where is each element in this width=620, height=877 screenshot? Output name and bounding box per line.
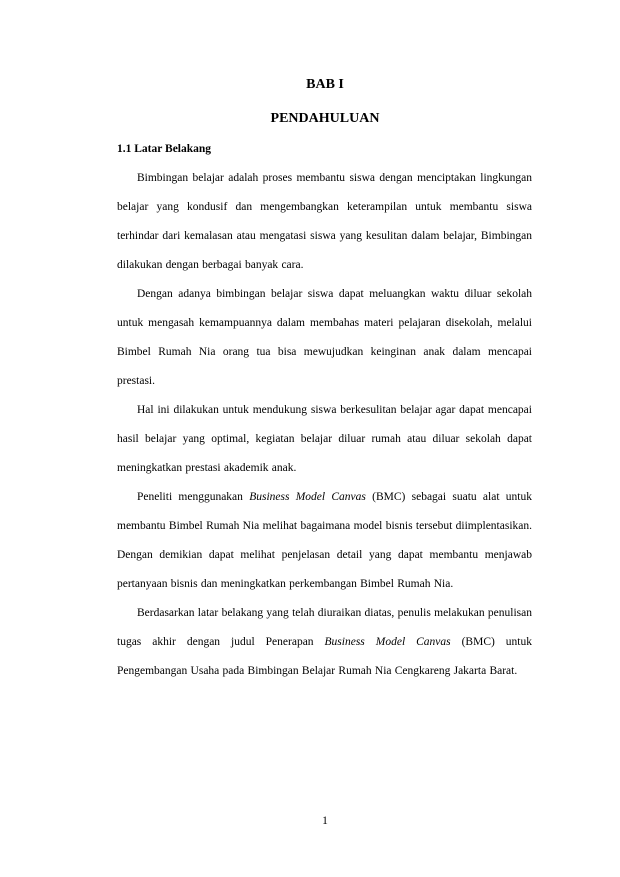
paragraph-4-italic-term: Business Model Canvas: [249, 491, 366, 503]
paragraph-5-text-after: (BMC) untuk Pengembangan Usaha pada Bimbingan Belajar Rumah Nia Cengkareng Jakarta Barat.: [117, 636, 532, 677]
paragraph-2: Dengan adanya bimbingan belajar siswa dapat meluangkan waktu diluar sekolah untuk mengasah kemampuannya dalam membahas materi pelajaran disekolah, melalui Bimbel Rumah Nia orang tua bisa mewujudkan keinginan anak dalam mencapai prestasi.: [117, 288, 532, 387]
paragraph-4-text-before: Peneliti menggunakan: [137, 491, 250, 503]
section-heading: 1.1 Latar Belakang: [117, 143, 212, 155]
paragraph-4-text-after: (BMC) sebagai suatu alat untuk membantu Bimbel Rumah Nia melihat bagaimana model bisnis tersebut diimplentasikan. Dengan demikian dapat melihat penjelasan detail yang dapat membantu menjawab pertanyaan bisnis dan meningkatkan perkembangan Bimbel Rumah Nia.: [117, 491, 532, 590]
page-number: 1: [322, 815, 328, 827]
paragraph-1: Bimbingan belajar adalah proses membantu siswa dengan menciptakan lingkungan belajar yang kondusif dan mengembangkan keterampilan untuk membantu siswa terhindar dari kemalasan atau mengatasi siswa yang kesulitan dalam belajar, Bimbingan dilakukan dengan berbagai banyak cara.: [117, 172, 532, 271]
chapter-number: BAB I: [306, 77, 344, 92]
paragraph-4: [117, 483, 532, 599]
paragraph-5-italic-term: Business Model Canvas: [324, 636, 451, 648]
chapter-title: PENDAHULUAN: [270, 111, 380, 126]
body-text: [117, 164, 532, 686]
paragraph-5-text-before: Berdasarkan latar belakang yang telah diuraikan diatas, penulis melakukan penulisan tugas akhir dengan judul Penerapan: [117, 607, 532, 648]
paragraph-5: [117, 599, 532, 686]
paragraph-3: Hal ini dilakukan untuk mendukung siswa berkesulitan belajar agar dapat mencapai hasil belajar yang optimal, kegiatan belajar diluar rumah atau diluar sekolah dapat meningkatkan prestasi akademik anak.: [117, 404, 532, 474]
